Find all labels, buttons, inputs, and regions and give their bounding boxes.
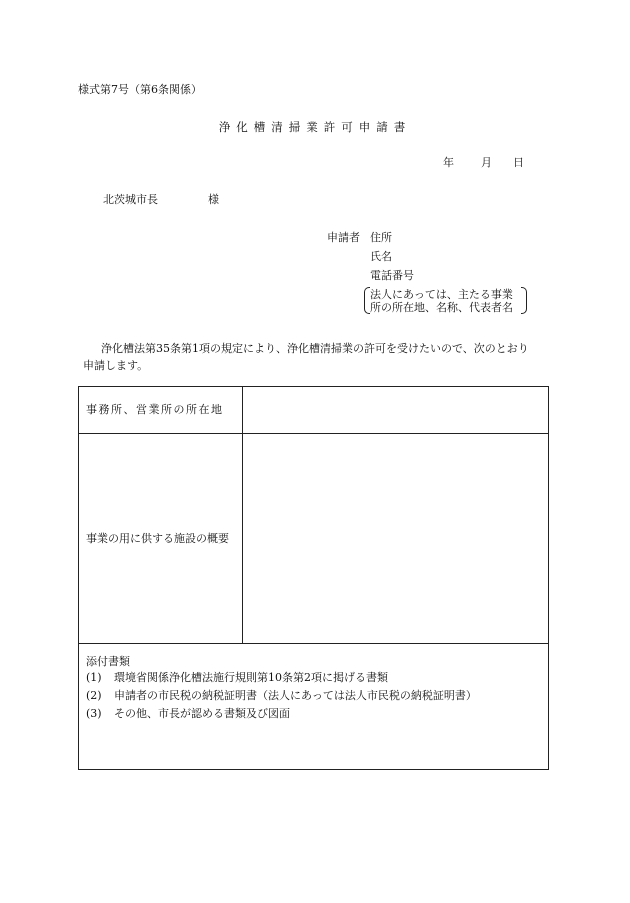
applicant-address-label: 住所 (370, 231, 392, 244)
attachment-number: (2) (86, 689, 102, 702)
table-divider (79, 643, 548, 644)
office-location-label: 事務所、営業所の所在地 (86, 403, 224, 416)
form-title: 浄化槽清掃業許可申請書 (218, 120, 412, 134)
statement-line2: 申請します。 (83, 359, 149, 372)
addressee: 北茨城市長 (103, 193, 158, 206)
date-month-label: 月 (481, 156, 492, 169)
applicant-label: 申請者 (327, 231, 360, 244)
statement-line1: 浄化槽法第35条第1項の規定により、浄化槽清掃業の許可を受けたいので、次のとおり (101, 342, 529, 355)
attachment-text: 申請者の市民税の納税証明書（法人にあっては法人市民税の納税証明書） (114, 689, 477, 702)
date-day-label: 日 (513, 156, 524, 169)
attachment-number: (3) (86, 707, 102, 720)
application-table (78, 386, 549, 770)
table-column-divider (242, 387, 243, 643)
form-number: 様式第7号（第6条関係） (78, 83, 202, 96)
addressee-honorific: 様 (208, 193, 219, 206)
date-year-label: 年 (443, 156, 454, 169)
corporation-note-line1: 法人にあっては、主たる事業 (370, 288, 513, 301)
right-bracket (521, 287, 527, 314)
corporation-note (364, 286, 527, 314)
corporation-note-line2: 所の所在地、名称、代表者名 (370, 301, 513, 314)
attachment-number: (1) (86, 671, 102, 684)
applicant-name-label: 氏名 (370, 250, 392, 263)
attachment-text: 環境省関係浄化槽法施行規則第10条第2項に掲げる書類 (114, 671, 388, 684)
attachment-text: その他、市長が認める書類及び図面 (114, 707, 290, 720)
table-divider (79, 433, 548, 434)
facility-overview-label: 事業の用に供する施設の概要 (86, 532, 229, 545)
applicant-phone-label: 電話番号 (370, 269, 414, 282)
attachments-heading: 添付書類 (86, 655, 130, 668)
